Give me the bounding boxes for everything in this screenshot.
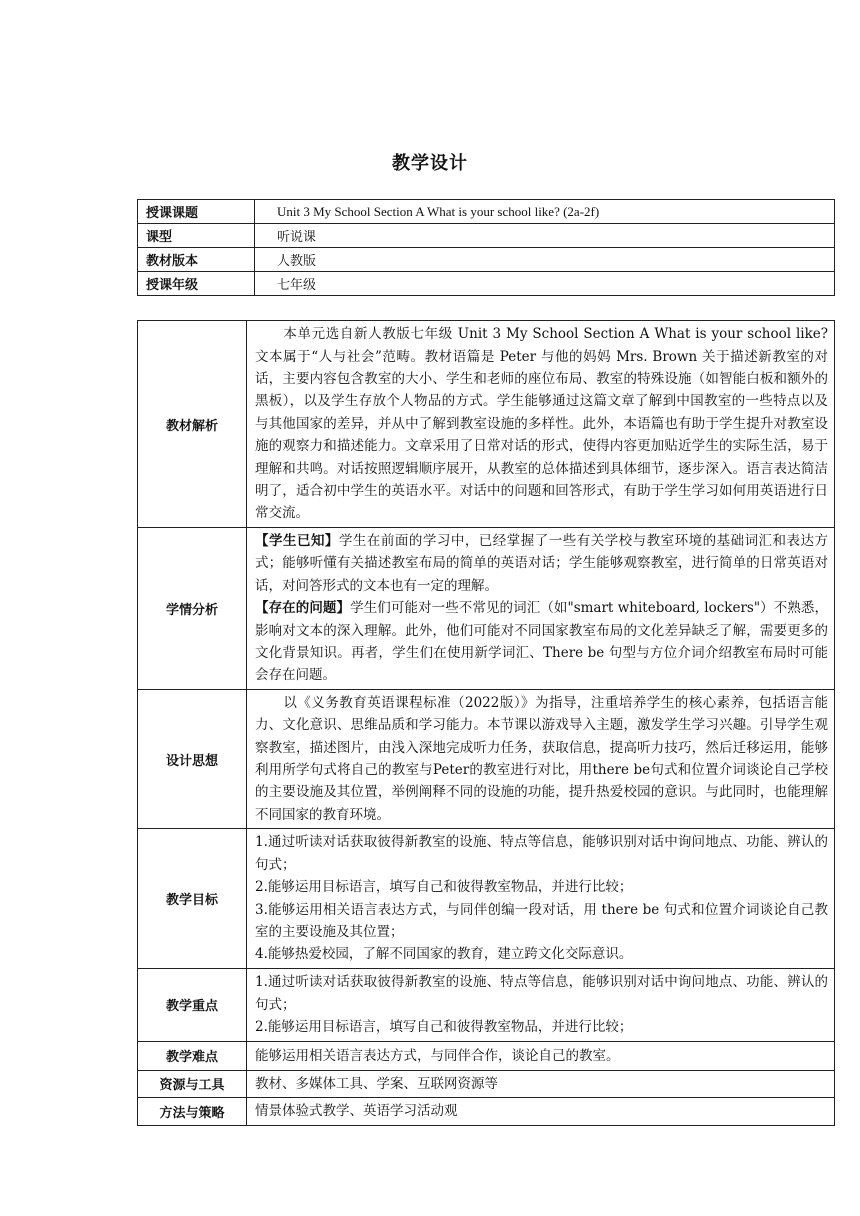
row-value: 听说课 — [255, 224, 835, 248]
methods-label: 方法与策略 — [138, 1098, 247, 1125]
objectives-label: 教学目标 — [138, 829, 247, 968]
learners-cell — [247, 528, 835, 690]
table-row — [138, 689, 835, 828]
row-value: 人教版 — [255, 248, 835, 272]
objective-item: 1.通过听读对话获取彼得新教室的设施、特点等信息，能够识别对话中询问地点、功能、辨认的句式； — [255, 834, 828, 873]
table-row — [138, 321, 835, 528]
known-paragraph — [255, 530, 828, 597]
objective-item: 3.能够运用相关语言表达方式，与同伴创编一段对话，用 there be 句式和位置介词谈论自己教室的主要设施及其位置； — [255, 901, 828, 940]
difficulties-text: 能够运用相关语言表达方式，与同伴合作，谈论自己的教室。 — [247, 1041, 835, 1070]
analysis-text: 本单元选自新人教版七年级 Unit 3 My School Section A What is your school like? 文本属于“人与社会”范畴。教材语篇是 Peter 与他的妈妈 Mrs. Brown 关于描述新教室的对话，主要内容包含教室的大小、学生和老师的座位布局、教室的特殊设施（如智能白板和额外的黑板），以及学生存放个人物品的方式。学生能够通过这篇文章了解到中国教室的一些特点以及与其他国家的差异，并从中了解到教室设施的多样性。此外，本语篇也有助于学生提升对教室设施的观察力和描述能力。文章采用了日常对话的形式，使得内容更加贴近学生的实际生活，易于理解和共鸣。对话按照逻辑顺序展开，从教室的总体描述到具体细节，逐步深入。语言表达简洁明了，适合初中学生的英语水平。对话中的问题和回答形式，有助于学生学习如何用英语进行日常交流。 — [255, 326, 828, 522]
table-row — [138, 829, 835, 968]
table-row — [138, 248, 835, 272]
course-info-table — [137, 199, 835, 296]
problem-paragraph — [255, 597, 828, 687]
known-tag: 【学生已知】 — [255, 533, 339, 549]
known-text: 学生在前面的学习中，已经掌握了一些有关学校与教室环境的基础词汇和表达方式；能够听懂有关描述教室布局的简单的英语对话；学生能够观察教室，进行简单的日常英语对话，对问答形式的文本也有一定的理解。 — [255, 533, 829, 594]
learners-label: 学情分析 — [138, 528, 247, 690]
row-value: Unit 3 My School Section A What is your school like? (2a-2f) — [255, 200, 835, 224]
objective-item: 2.能够运用目标语言，填写自己和彼得教室物品，并进行比较； — [255, 879, 633, 896]
row-label: 授课年级 — [138, 272, 255, 296]
key-point-item: 1.通过听读对话获取彼得新教室的设施、特点等信息，能够识别对话中询问地点、功能、辨认的句式； — [255, 974, 828, 1013]
resources-text: 教材、多媒体工具、学案、互联网资源等 — [247, 1070, 835, 1097]
methods-text: 情景体验式教学、英语学习活动观 — [247, 1098, 835, 1125]
table-row — [138, 1041, 835, 1070]
key-point-item: 2.能够运用目标语言，填写自己和彼得教室物品，并进行比较； — [255, 1018, 633, 1035]
analysis-cell — [247, 321, 835, 528]
idea-label: 设计思想 — [138, 689, 247, 828]
table-row — [138, 968, 835, 1041]
table-row — [138, 200, 835, 224]
table-row — [138, 1070, 835, 1097]
row-label: 教材版本 — [138, 248, 255, 272]
row-label: 授课课题 — [138, 200, 255, 224]
resources-label: 资源与工具 — [138, 1070, 247, 1097]
problem-text: 学生们可能对一些不常见的词汇（如"smart whiteboard, lockers"）不熟悉，影响对文本的深入理解。此外，他们可能对不同国家教室布局的文化差异缺乏了解，需要更多的文化背景知识。再者，学生们在使用新学词汇、There be 句型与方位介词介绍教室布局时可能会存在问题。 — [255, 600, 828, 684]
table-row — [138, 272, 835, 296]
idea-text: 以《义务教育英语课程标准（2022版）》为指导，注重培养学生的核心素养，包括语言能力、文化意识、思维品质和学习能力。本节课以游戏导入主题，激发学生学习兴趣。引导学生观察教室，描述图片，由浅入深地完成听力任务，获取信息，提高听力技巧，然后迁移运用，能够利用所学句式将自己的教室与Peter的教室进行对比，用there be句式和位置介词谈论自己学校的主要设施及其位置，举例阐释不同的设施的功能，提升热爱校园的意识。与此同时，也能理解不同国家的教育环境。 — [255, 694, 828, 823]
difficulties-label: 教学难点 — [138, 1041, 247, 1070]
key-points-label: 教学重点 — [138, 968, 247, 1041]
objective-item: 4.能够热爱校园，了解不同国家的教育，建立跨文化交际意识。 — [255, 946, 633, 963]
key-points-cell — [247, 968, 835, 1041]
table-row — [138, 528, 835, 690]
idea-cell — [247, 689, 835, 828]
table-row — [138, 1098, 835, 1125]
analysis-label: 教材解析 — [138, 321, 247, 528]
row-value: 七年级 — [255, 272, 835, 296]
objectives-cell — [247, 829, 835, 968]
design-table — [137, 320, 835, 1126]
table-row — [138, 224, 835, 248]
row-label: 课型 — [138, 224, 255, 248]
problem-tag: 【存在的问题】 — [255, 600, 351, 617]
page-title: 教学设计 — [392, 153, 468, 174]
